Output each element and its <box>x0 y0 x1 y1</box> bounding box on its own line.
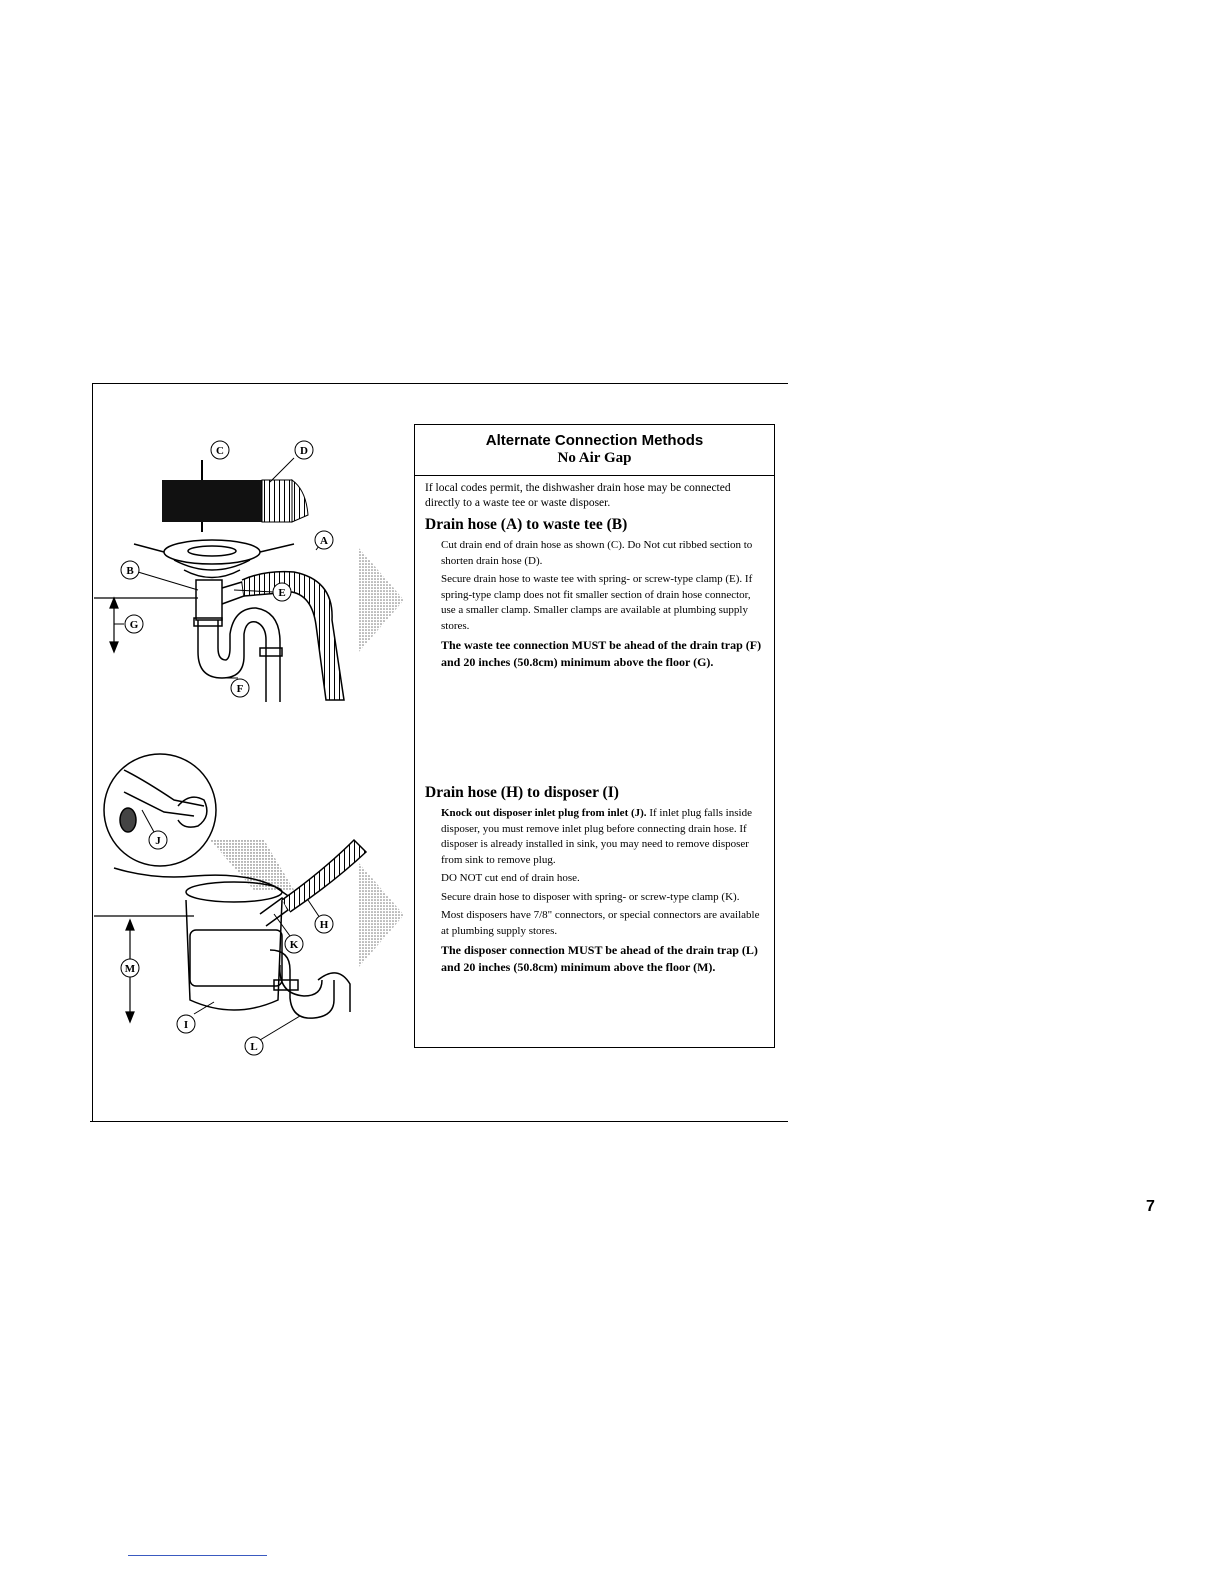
svg-text:A: A <box>320 535 328 547</box>
disposer-step-knockout <box>441 806 762 868</box>
box-header <box>415 425 774 476</box>
footer-rule <box>128 1555 267 1556</box>
callout-l <box>245 1016 300 1055</box>
disposer-knockout-lead: Knock out disposer inlet plug from inlet (J). <box>441 807 647 819</box>
disposer-step-clamp: Secure drain hose to disposer with spring- or screw-type clamp (K). <box>441 890 740 903</box>
instructions-box <box>414 424 775 1048</box>
callout-m <box>121 959 139 977</box>
pointer-arrow-icon <box>356 860 406 970</box>
svg-text:E: E <box>278 587 286 599</box>
callout-d <box>295 441 313 459</box>
box-title: Alternate Connection Methods <box>485 432 704 449</box>
svg-text:L: L <box>250 1041 258 1053</box>
waste-tee-step-clamp: Secure drain hose to waste tee with spring- or screw-type clamp (E). If spring-type clamp does not fit smaller section of drain hose connector, use a smaller clamp. Smaller clamps are available at plumbing supply stores. <box>441 573 753 632</box>
disposer-step-no-cut: DO NOT cut end of drain hose. <box>441 872 580 884</box>
svg-text:M: M <box>124 963 136 975</box>
pointer-arrow-icon <box>356 545 406 655</box>
height-marker-m <box>94 916 194 1022</box>
installation-illustrations <box>94 420 414 1120</box>
waste-tee-warning: The waste tee connection MUST be ahead of the drain trap (F) and 20 inches (50.8cm) minimum above the floor (G). <box>441 638 762 669</box>
svg-text:K: K <box>289 939 299 951</box>
section-heading-disposer: Drain hose (H) to disposer (I) <box>425 784 619 801</box>
svg-text:D: D <box>300 445 308 457</box>
svg-text:B: B <box>126 565 134 577</box>
disposer-connectors-note: Most disposers have 7/8" connectors, or special connectors are available at plumbing supply stores. <box>441 909 760 937</box>
callout-h <box>308 900 333 933</box>
callout-k <box>274 914 303 953</box>
hose-end-drawing <box>162 458 308 532</box>
inlet-plug-inset <box>104 754 294 890</box>
svg-text:G: G <box>129 619 139 631</box>
svg-text:H: H <box>319 919 329 931</box>
svg-text:I: I <box>183 1019 189 1031</box>
callout-c <box>211 441 229 459</box>
box-subtitle: No Air Gap <box>557 450 632 466</box>
svg-text:J: J <box>155 835 161 847</box>
height-marker-g <box>94 598 198 652</box>
top-rule <box>92 383 788 384</box>
page-number: 7 <box>1146 1198 1155 1215</box>
callout-g <box>114 615 143 633</box>
bottom-rule <box>90 1121 788 1122</box>
disposer-warning: The disposer connection MUST be ahead of the drain trap (L) and 20 inches (50.8cm) minimum above the floor (M). <box>441 943 758 974</box>
waste-tee-drawing <box>134 540 344 702</box>
svg-text:F: F <box>236 683 244 695</box>
disposer-section <box>415 779 774 978</box>
intro-text: If local codes permit, the dishwasher drain hose may be connected directly to a waste tee or waste disposer. <box>425 482 731 509</box>
callout-f <box>224 678 249 697</box>
waste-tee-step-cut: Cut drain end of drain hose as shown (C). Do Not cut ribbed section to shorten drain hose (D). <box>441 539 753 567</box>
callout-a <box>315 531 333 550</box>
section-heading-waste-tee: Drain hose (A) to waste tee (B) <box>425 516 628 533</box>
disposer-knockout-detail: If inlet plug falls inside disposer, you must remove inlet plug before connecting drain hose. If disposer is already installed in sink, you may need to remove disposer from sink to remove plug. <box>441 807 752 866</box>
svg-text:C: C <box>216 445 224 457</box>
left-rule <box>92 383 93 1121</box>
callout-j <box>142 810 167 849</box>
